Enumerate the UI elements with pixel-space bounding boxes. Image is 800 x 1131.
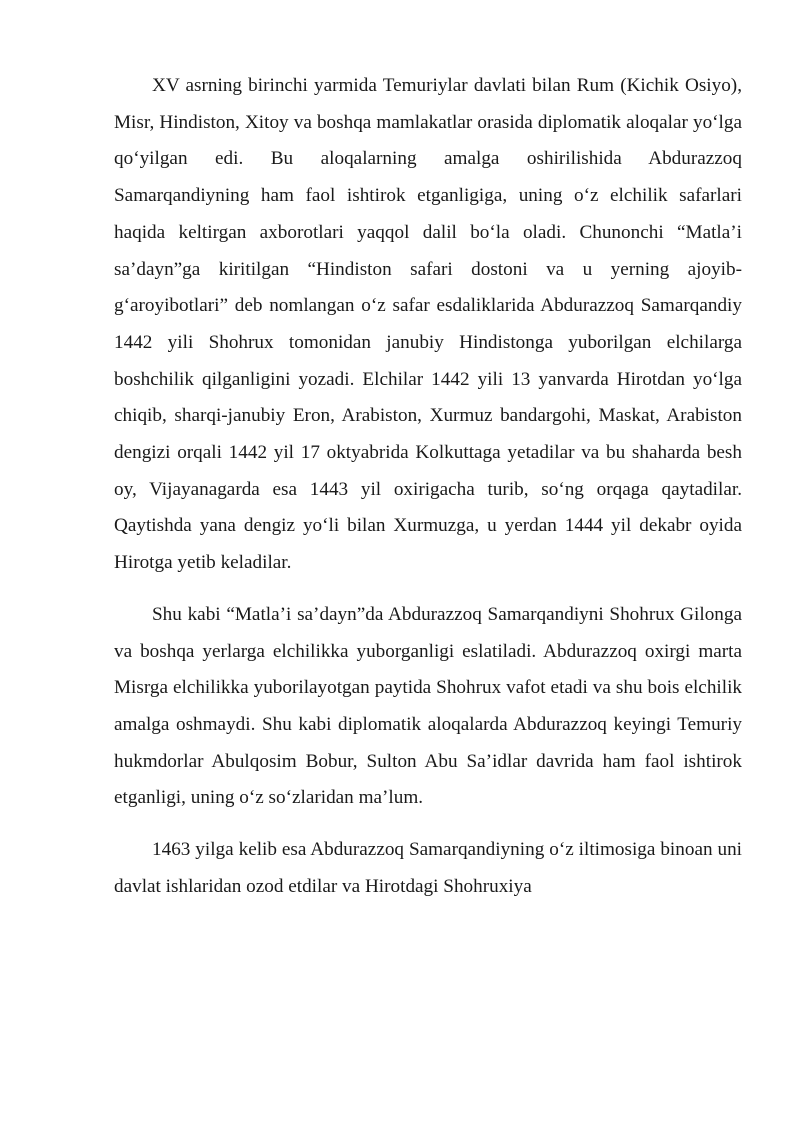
paragraph-retirement: 1463 yilga kelib esa Abdurazzoq Samarqandiyning o‘z iltimosiga binoan uni davlat ishlaridan ozod etdilar va Hirotdagi Shohruxiya <box>114 839 742 897</box>
paragraph-embassies: Shu kabi “Matla’i sa’dayn”da Abdurazzoq Samarqandiyni Shohrux Gilonga va boshqa yerlarga elchilikka yuborganligi eslatiladi. Abdurazzoq oxirgi marta Misrga elchilikka yuborilayotgan paytida Shohrux vafot etadi va shu bois elchilik amalga oshmaydi. Shu kabi diplomatik aloqalarda Abdurazzoq keyingi Temuriy hukmdorlar Abulqosim Bobur, Sulton Abu Sa’idlar davrida ham faol ishtirok etganligi, uning o‘z so‘zlaridan ma’lum. <box>114 603 742 809</box>
document-page <box>114 68 742 905</box>
paragraph-diplomatic-relations: XV asrning birinchi yarmida Temuriylar davlati bilan Rum (Kichik Osiyo), Misr, Hindiston, Xitoy va boshqa mamlakatlar orasida diplomatik aloqalar yo‘lga qo‘yilgan edi. Bu aloqalarning amalga oshirilishida Abdurazzoq Samarqandiyning ham faol ishtirok etganligiga, uning o‘z elchilik safarlari haqida keltirgan axborotlari yaqqol dalil bo‘la oladi. Chunonchi “Matla’i sa’dayn”ga kiritilgan “Hindiston safari dostoni va u yerning ajoyib-g‘aroyibotlari” deb nomlangan o‘z safar esdaliklarida Abdurazzoq Samarqandiy 1442 yili Shohrux tomonidan janubiy Hindistonga yuborilgan elchilarga boshchilik qilganligini yozadi. Elchilar 1442 yili 13 yanvarda Hirotdan yo‘lga chiqib, sharqi-janubiy Eron, Arabiston, Xurmuz bandargohi, Maskat, Arabiston dengizi orqali 1442 yil 17 oktyabrida Kolkuttaga yetadilar va bu shaharda besh oy, Vijayanagarda esa 1443 yil oxirigacha turib, so‘ng orqaga qaytadilar. Qaytishda yana dengiz yo‘li bilan Xurmuzga, u yerdan 1444 yil dekabr oyida Hirotga yetib keladilar. <box>114 75 742 574</box>
